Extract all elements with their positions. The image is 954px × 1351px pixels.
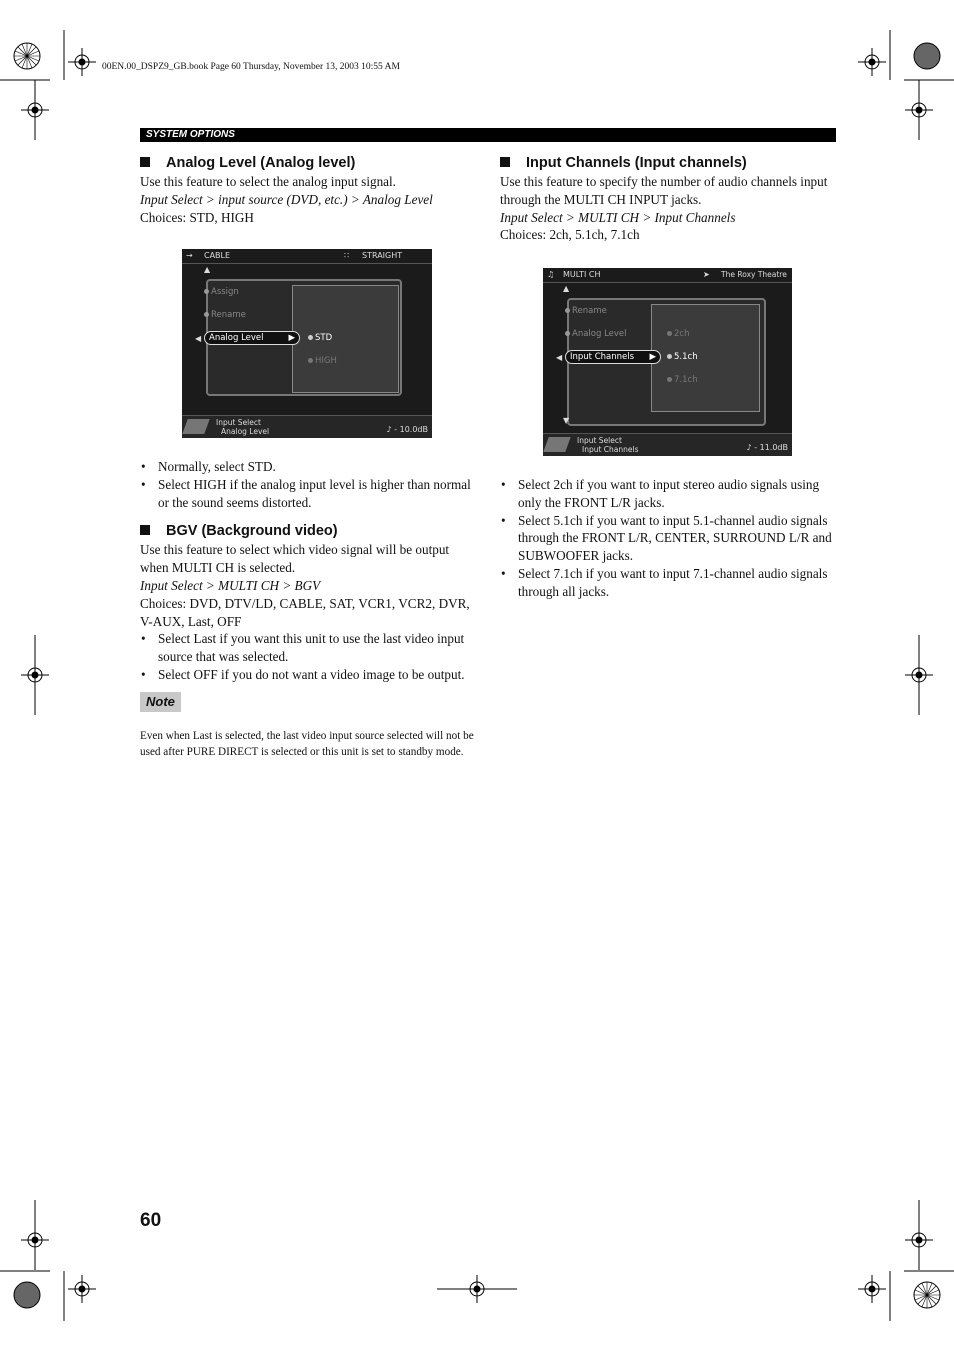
right-arrow-icon: ▶: [288, 333, 295, 343]
screen-bottom-bar: [182, 415, 432, 438]
volume-readout: ♪ - 10.0dB: [386, 425, 428, 434]
speaker-icon: ♪: [746, 443, 752, 452]
section-title: SYSTEM OPTIONS: [146, 129, 235, 140]
bgv-intro: Use this feature to select which video signal will be output when MULTI CH is selected.: [140, 542, 450, 576]
list-item: • Normally, select STD.: [140, 458, 480, 476]
input-channels-menu-path: Input Select > MULTI CH > Input Channels: [500, 209, 736, 225]
bullet-icon: [667, 377, 672, 382]
choice-5-1ch[interactable]: 5.1ch: [667, 352, 698, 362]
scroll-up-icon: ▲: [204, 265, 211, 274]
list-item: • Select 7.1ch if you want to input 7.1-channel audio signals through all jacks.: [500, 565, 836, 601]
scroll-down-icon: ▼: [563, 416, 570, 425]
analog-menu-path: Input Select > input source (DVD, etc.) > Analog Level: [140, 191, 433, 207]
choice-high[interactable]: HIGH: [308, 356, 337, 366]
screen-top-bar: [543, 268, 792, 283]
theatre-logo-icon: [543, 437, 570, 452]
left-arrow-icon: ◀: [556, 353, 563, 362]
bullet-icon: [204, 289, 209, 294]
speaker-icon: ♪: [386, 425, 392, 434]
menu-item-input-channels-selected[interactable]: Input Channels ▶: [565, 350, 661, 364]
left-column-lower: [140, 458, 480, 760]
analog-level-heading: Analog Level (Analog level): [140, 153, 480, 173]
analog-bullets: [140, 458, 480, 511]
input-icon: →: [186, 251, 193, 260]
heading-square-icon: [140, 525, 150, 535]
bgv-choices: Choices: DVD, DTV/LD, CABLE, SAT, VCR1, VCR2, DVR, V-AUX, Last, OFF: [140, 595, 470, 629]
list-item: • Select OFF if you do not want a video image to be output.: [140, 666, 480, 684]
analog-intro: Use this feature to select the analog input signal.: [140, 174, 396, 189]
bottom-title-line2: Input Channels: [582, 445, 639, 454]
multi-ch-icon: ♫: [547, 270, 555, 279]
bullet-icon: [565, 331, 570, 336]
left-column: [140, 153, 480, 226]
surround-icon: ∷: [344, 251, 350, 260]
menu-item-analog-level[interactable]: Analog Level: [565, 329, 627, 339]
input-channels-intro: Use this feature to specify the number of audio channels input through the MULTI CH INPUT jacks.: [500, 174, 828, 207]
input-channels-choices: Choices: 2ch, 5.1ch, 7.1ch: [500, 227, 640, 243]
bgv-heading: BGV (Background video): [140, 521, 480, 541]
choice-std[interactable]: STD: [308, 333, 332, 343]
menu-item-analog-level-selected[interactable]: Analog Level ▶: [204, 331, 300, 345]
input-channels-heading: Input Channels (Input channels): [500, 153, 836, 173]
theatre-icon: ➤: [703, 270, 710, 279]
scroll-up-icon: ▲: [563, 284, 570, 293]
menu-item-assign[interactable]: Assign: [204, 287, 239, 297]
right-arrow-icon: ▶: [649, 352, 656, 362]
list-item: • Select 2ch if you want to input stereo audio signals using only the FRONT L/R jacks.: [500, 476, 836, 512]
analog-level-screen: [182, 249, 432, 438]
screen-program-name: The Roxy Theatre: [721, 270, 787, 279]
screen-bottom-bar: [543, 433, 792, 456]
bullet-icon: [667, 354, 672, 359]
page-number: 60: [140, 1210, 162, 1231]
menu-item-rename[interactable]: Rename: [204, 310, 246, 320]
bullet-icon: [204, 312, 209, 317]
bottom-title-line1: Input Select: [216, 418, 261, 427]
left-arrow-icon: ◀: [195, 334, 202, 343]
heading-square-icon: [140, 157, 150, 167]
list-item: • Select HIGH if the analog input level is higher than normal or the sound seems distorted.: [140, 476, 480, 512]
bgv-menu-path: Input Select > MULTI CH > BGV: [140, 577, 321, 593]
screen-program-name: STRAIGHT: [362, 251, 403, 260]
analog-choices: Choices: STD, HIGH: [140, 209, 254, 225]
choice-2ch[interactable]: 2ch: [667, 329, 689, 339]
menu-item-rename[interactable]: Rename: [565, 306, 607, 316]
screen-input-name: CABLE: [204, 251, 231, 260]
input-channels-bullets: [500, 476, 836, 601]
input-channels-screen: [543, 268, 792, 456]
screen-input-name: MULTI CH: [563, 270, 601, 279]
note-text: Even when Last is selected, the last video input source selected will not be used after PURE DIRECT is selected or this unit is set to standby mode.: [140, 729, 474, 758]
theatre-logo-icon: [182, 419, 209, 434]
bullet-icon: [667, 331, 672, 336]
list-item: • Select 5.1ch if you want to input 5.1-channel audio signals through the FRONT L/R, CENTER, SURROUND L/R and SUBWOOFER jacks.: [500, 512, 836, 565]
right-column: [500, 153, 836, 244]
screen-top-bar: [182, 249, 432, 264]
choice-7-1ch[interactable]: 7.1ch: [667, 375, 698, 385]
bottom-title-line2: Analog Level: [221, 427, 270, 436]
note-label: Note: [140, 692, 181, 712]
right-column-lower: [500, 476, 836, 601]
bottom-title-line1: Input Select: [577, 436, 622, 445]
bullet-icon: [308, 358, 313, 363]
section-bar: [140, 128, 836, 142]
list-item: • Select Last if you want this unit to use the last video input source that was selected.: [140, 630, 480, 666]
bullet-icon: [308, 335, 313, 340]
bgv-bullets: [140, 630, 480, 683]
file-header: 00EN.00_DSPZ9_GB.book Page 60 Thursday, November 13, 2003 10:55 AM: [102, 62, 400, 72]
heading-square-icon: [500, 157, 510, 167]
volume-readout: ♪ - 11.0dB: [746, 443, 788, 452]
bullet-icon: [565, 308, 570, 313]
